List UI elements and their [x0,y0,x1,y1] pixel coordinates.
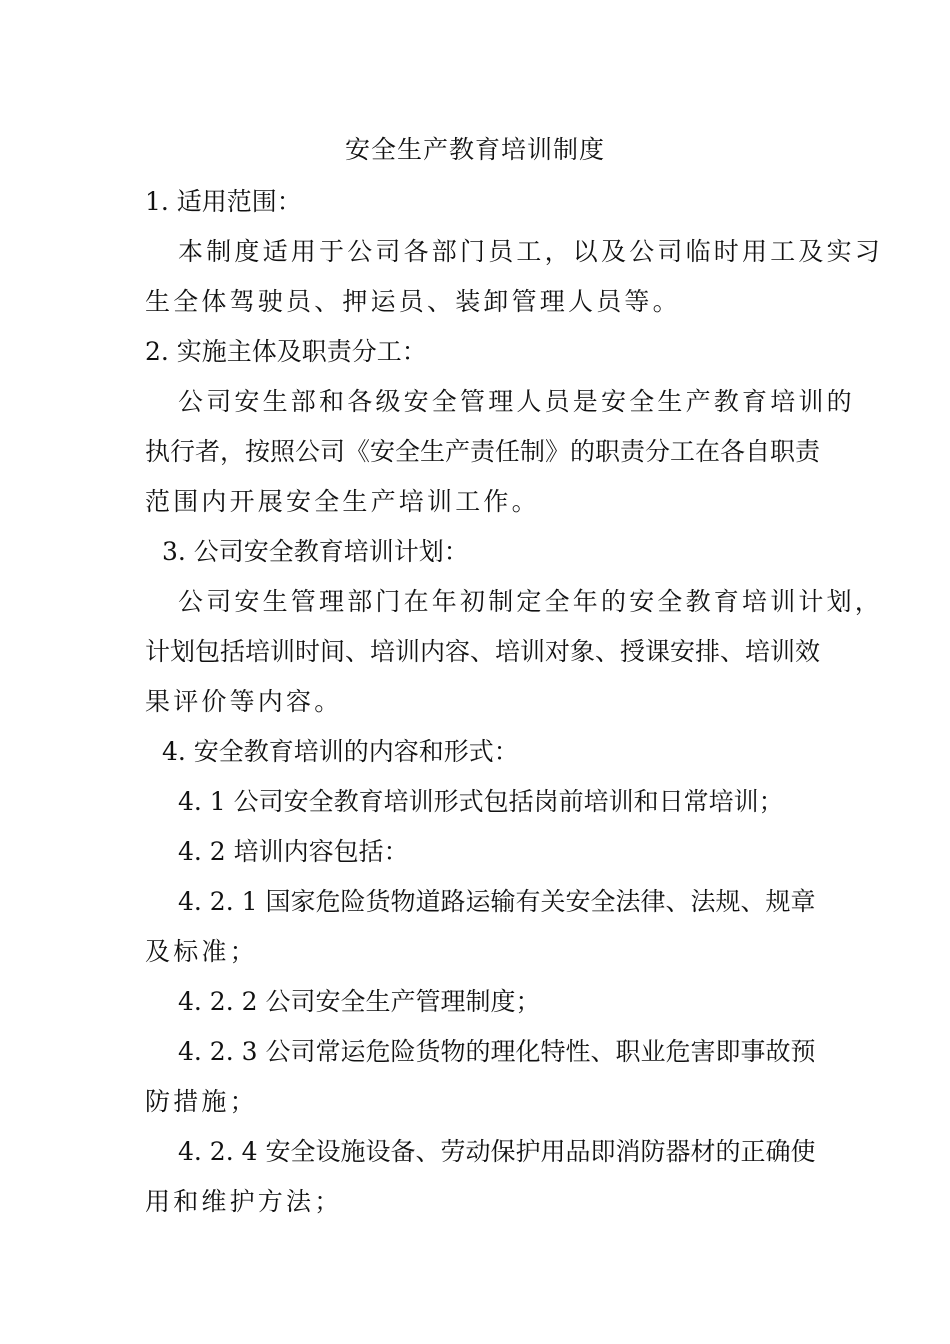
section-heading-4: 4. 安全教育培训的内容和形式： [162,737,519,766]
list-item: 4. 2. 2 公司安全生产管理制度； [178,987,541,1016]
paragraph-line: 本制度适用于公司各部门员工，以及公司临时用工及实习 [178,237,884,266]
list-item: 4. 2. 4 安全设施设备、劳动保护用品即消防器材的正确使 [178,1137,816,1166]
section-heading-2: 2. 实施主体及职责分工： [145,337,427,366]
paragraph-line: 公司安生管理部门在年初制定全年的安全教育培训计划， [178,587,884,616]
list-item-continuation: 及标准； [145,937,258,966]
paragraph-line: 执行者，按照公司《安全生产责任制》的职责分工在各自职责 [145,437,821,466]
paragraph-line: 生全体驾驶员、押运员、装卸管理人员等。 [145,287,681,316]
paragraph-line: 计划包括培训时间、培训内容、培训对象、授课安排、培训效 [145,637,821,666]
list-item: 4. 2. 3 公司常运危险货物的理化特性、职业危害即事故预 [178,1037,816,1066]
list-item: 4. 2 培训内容包括： [178,837,409,866]
list-item: 4. 1 公司安全教育培训形式包括岗前培训和日常培训； [178,787,784,816]
section-heading-1: 1. 适用范围： [145,187,302,216]
paragraph-line: 果评价等内容。 [145,687,343,716]
paragraph-line: 公司安生部和各级安全管理人员是安全生产教育培训的 [178,387,855,416]
document-title: 安全生产教育培训制度 [344,135,605,164]
paragraph-line: 范围内开展安全生产培训工作。 [145,487,540,516]
section-heading-3: 3. 公司安全教育培训计划： [162,537,469,566]
list-item: 4. 2. 1 国家危险货物道路运输有关安全法律、法规、规章 [178,887,816,916]
list-item-continuation: 防措施； [145,1087,258,1116]
list-item-continuation: 用和维护方法； [145,1187,343,1216]
